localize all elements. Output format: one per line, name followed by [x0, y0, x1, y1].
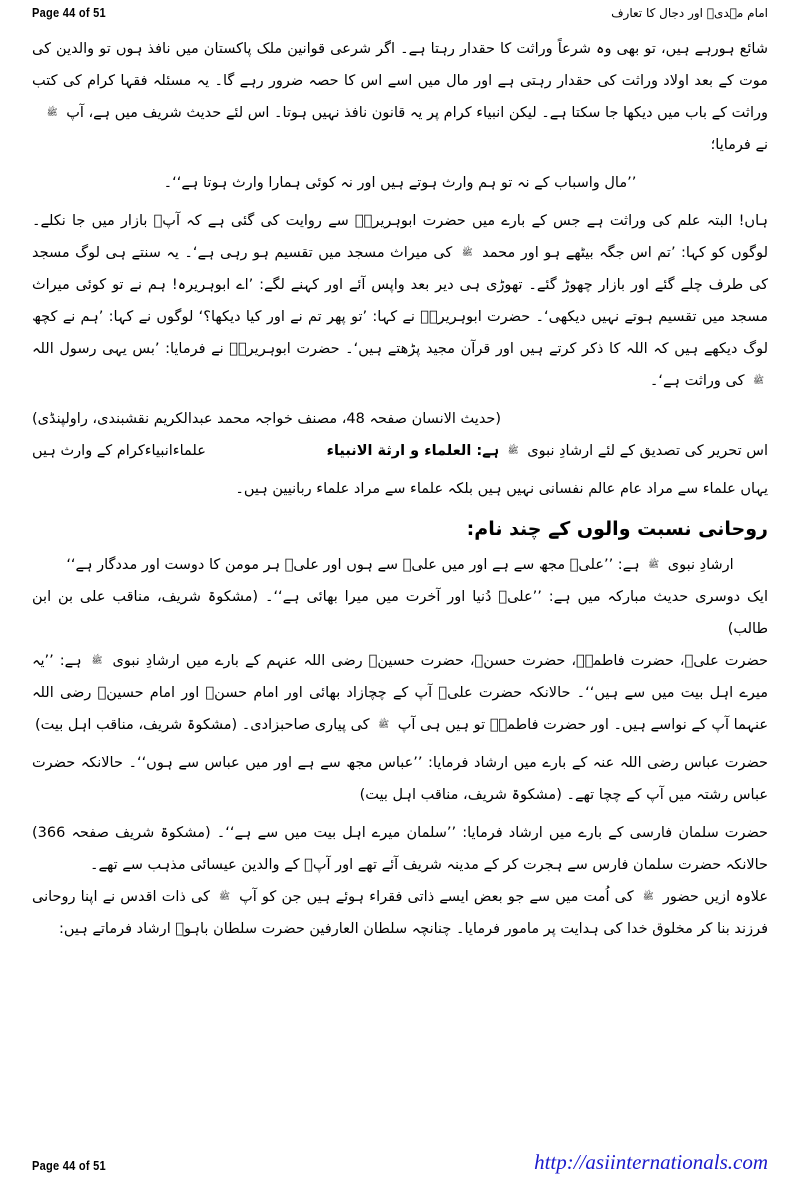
paragraph-ali-brother: ایک دوسری حدیث مبارکہ میں ہے: ’’علیؑ دُنیا اور آخرت میں میرا بھائی ہے‘‘۔ (مشکوۃ شریف، مناقب علی بن ابن طالب) — [32, 589, 768, 637]
paragraph-text: کی ذات اقدس نے اپنا روحانی فرزند بنا کر مخلوق خدا کی ہدایت پر مامور فرمایا۔ چنانچہ سلطان العارفین حضرت سلطان باہوؒ ارشاد فرماتے ہیں: — [32, 889, 768, 937]
paragraph-text: ارشادِ نبوی — [667, 557, 734, 573]
salutation-icon: ﷺ — [648, 560, 660, 570]
paragraph-text: ہے: ’’یہ میرے اہل بیت میں سے ہیں‘‘۔ حالانکہ حضرت علیؑ آپ کے چچازاد بھائی اور امام حسنؑ اور امام حسینؑ رضی اللہ عنہما آپ کے نواسے ہیں۔ اور حضرت فاطمہؓ تو ہیں ہی آپ — [32, 653, 768, 733]
paragraph-text: کی اُمت میں سے جو بعض ایسے ذاتی فقراء ہوئے ہیں جن کو آپ — [239, 889, 634, 905]
paragraph-text-part: اس تحریر کی تصدیق کے لئے ارشادِ نبوی — [527, 443, 768, 459]
header-page-number: Page 44 of 51 — [32, 5, 106, 20]
paragraph-text — [327, 435, 768, 467]
paragraph-text: کی میراث مسجد میں تقسیم ہو رہی ہے‘۔ یہ سنتے ہی لوگ مسجد کی طرف چلے گئے اور بازار چھوڑ گئے۔ تھوڑی ہی دیر بعد واپس آئے اور کہنے لگے: ’اے ابوہریرہ! ہم نے تو کوئی میراث مسجد میں تقسیم ہوتے نہیں دیکھی‘۔ حضرت ابوہریرہؓ نے کہا: ’تو پھر تم نے اور کیا دیکھا؟‘ لوگوں نے کہا: ’ہم نے کچھ لوگ دیکھے ہیں کہ اللہ کا ذکر کرتے ہیں اور قرآن مجید پڑھتے ہیں‘۔ حضرت ابوہریرہؓ نے فرمایا: ’بس یہی رسول اللہ — [32, 245, 768, 357]
salutation-icon: ﷺ — [642, 892, 654, 902]
document-body — [32, 33, 768, 945]
paragraph-text: ہاں! البتہ علم کی وراثت ہے جس کے بارے میں حضرت ابوہریرہؓ سے روایت کی گئی ہے کہ آپؐ بازار میں جا نکلے۔ لوگوں کو کہا: ’تم اس جگہ بیٹھے ہو اور محمد — [32, 213, 768, 261]
paragraph-spiritual-sons — [32, 881, 768, 945]
header-book-title: امام مہدیؑ اور دجال کا تعارف — [611, 6, 768, 20]
salutation-icon: ﷺ — [46, 108, 58, 118]
paragraph-abu-hurairah — [32, 205, 768, 397]
paragraph-ulama-heirs — [32, 435, 768, 467]
paragraph-said: نے فرمایا؛ — [710, 137, 768, 153]
arabic-hadith: ہے: العلماء و ارثة الانبیاء — [326, 443, 500, 459]
paragraph-text: شائع ہورہے ہیں، تو بھی وہ شرعاً وراثت کا حقدار رہتا ہے۔ اگر شرعی قوانین ملک پاکستان میں نافذ ہوں تو والدین کی موت کے بعد اولاد وراثت کی حقدار رہتی ہے اور مال میں اسے اس کا حصہ ضرور رہے گا۔ یہ مسئلہ فقہا کرام کی کتب وراثت کے باب میں دیکھا جا سکتا ہے۔ لیکن انبیاء کرام پر یہ قانون نافذ نہیں ہوتا۔ اس لئے حدیث شریف میں ہے، آپ — [32, 41, 768, 121]
paragraph-ahl-bait — [32, 645, 768, 741]
salutation-icon: ﷺ — [461, 248, 473, 258]
citation-hadith-al-insan: (حدیث الانسان صفحہ 48، مصنف خواجہ محمد عبدالکریم نقشبندی، راولپنڈی) — [32, 411, 502, 427]
paragraph-text: کی وراثت ہے‘۔ — [649, 373, 745, 389]
translation-text: علماءانبیاءکرام کے وارث ہیں — [32, 443, 206, 459]
hadith-quote: ’’مال واسباب کے نہ تو ہم وارث ہوتے ہیں اور نہ کوئی ہمارا وارث ہوتا ہے‘‘۔ — [163, 175, 637, 191]
paragraph-salman: حضرت سلمان فارسی کے بارے میں ارشاد فرمایا: ’’سلمان میرے اہل بیت میں سے ہے‘‘۔ (مشکوۃ شریف صفحہ 366) حالانکہ حضرت سلمان فارس سے ہجرت کر کے مدینہ شریف آئے تھے اور آپؓ کے والدین عیسائی مذہب سے تھے۔ — [32, 825, 768, 873]
paragraph-text: علاوہ ازیں حضور — [662, 889, 769, 905]
footer-page-number: Page 44 of 51 — [32, 1158, 106, 1173]
paragraph-text: کی پیاری صاحبزادی۔ (مشکوۃ شریف، مناقب اہل بیت) — [34, 717, 370, 733]
paragraph-ulama-meaning: یہاں علماء سے مراد عام عالم نفسانی نہیں ہیں بلکہ علماء سے مراد علماء ربانیین ہیں۔ — [235, 481, 768, 497]
paragraph-inheritance — [32, 33, 768, 129]
paragraph-text: حضرت علیؑ، حضرت فاطمہؓ، حضرت حسنؑ، حضرت حسینؑ رضی اللہ عنہم کے بارے میں ارشادِ نبوی — [112, 653, 768, 669]
salutation-icon: ﷺ — [219, 892, 230, 902]
paragraph-text: ہے: ’’علیؑ مجھ سے ہے اور میں علیؑ سے ہوں اور علیؑ ہر مومن کا دوست اور مددگار ہے‘‘ — [66, 557, 640, 573]
salutation-icon: ﷺ — [507, 446, 519, 456]
salutation-icon: ﷺ — [378, 720, 390, 730]
paragraph-ali-hadith — [32, 549, 768, 581]
paragraph-abbas: حضرت عباس رضی اللہ عنہ کے بارے میں ارشاد فرمایا: ’’عباس مجھ سے ہے اور میں عباس سے ہوں‘‘۔ حالانکہ حضرت عباس رشتہ میں آپ کے چچا تھے۔ (مشکوۃ شریف، مناقب اہل بیت) — [32, 755, 768, 803]
footer-website-link[interactable]: http://asiinternationals.com — [534, 1150, 768, 1174]
section-heading: روحانی نسبت والوں کے چند نام: — [466, 518, 768, 540]
salutation-icon: ﷺ — [91, 656, 103, 666]
salutation-icon: ﷺ — [753, 376, 764, 386]
